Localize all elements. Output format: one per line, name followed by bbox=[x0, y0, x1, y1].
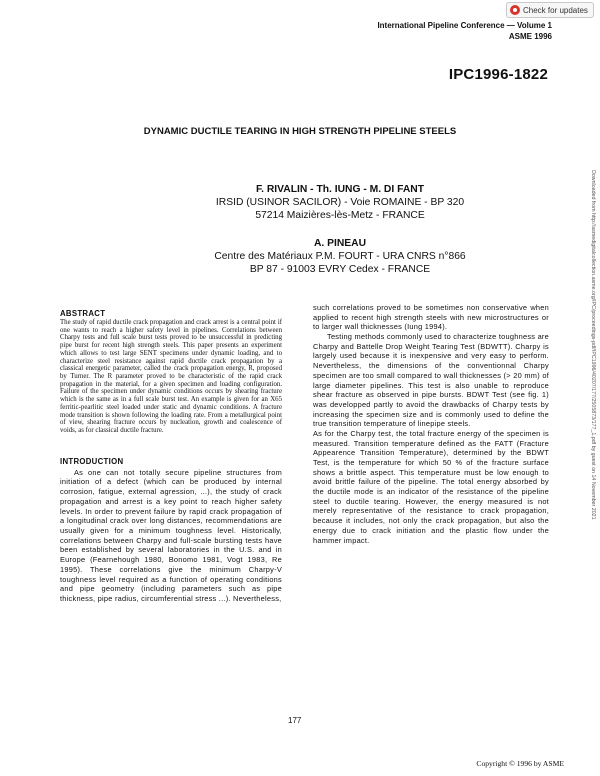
affiliation-1-line-2: 57214 Maizières-lès-Metz - FRANCE bbox=[255, 210, 425, 221]
author-block-1 bbox=[190, 183, 490, 222]
author-names-2: A. PINEAU bbox=[313, 238, 367, 249]
conference-header bbox=[377, 20, 552, 42]
conference-name: International Pipeline Conference — Volume 1 bbox=[377, 21, 552, 30]
right-paragraph-2: Testing methods commonly used to characterize toughness are Charpy and Battelle Drop Weight Tearing Test (BDWTT). Charpy is largely used because it is inexpensive and very easy to perform. Nevertheless, the dimensions of the conventionnal Charpy specimen are too small compared to wall thicknesses (> 20 mm) of large diameter pipelines. This test is also unable to reproduce shear fracture as observed in pipe bursts. BDWT Test (see fig. 1) was developped partly to avoid the drawbacks of Charpy tests by increasing the specimen size and is commonly used to define the true transition temperature of linepipe steels. bbox=[313, 332, 549, 429]
copyright-notice: Copyright © 1996 by ASME bbox=[476, 759, 564, 768]
abstract-text: The study of rapid ductile crack propagation and crack arrest is a central point if one wants to reach a higher safety level in pipelines. Correlations between Charpy tests and full scale burst tests proved to be unsuccessful in predicting pipe burst for recent high strength steels. This paper presents an experiment which allows to test large SENT specimens under dynamic loading, and to characterize steel resistance against rapid ductile crack propagation by a classical energetic parameter, called the crack propagation energy, R, proposed by Turner. The R parameter proved to be characteristic of the rapid crack propagation in the material, for a given specimen and loading configuration. Failure of the specimen under dynamic conditions occurs by shearing fracture which is the same as in a full scale burst test. An example is given for an X65 ferritic-pearlitic steel loaded under static and dynamic conditions. A fracture mode transition is shown following the loading rate. From a metallurgical point of view, shearing fracture occurs by nucleation, growth and coalescence of voids, as for classical ductile fracture. bbox=[60, 319, 282, 435]
check-for-updates-label: Check for updates bbox=[523, 5, 588, 15]
affiliation-1-line-1: IRSID (USINOR SACILOR) - Voie ROMAINE - BP 320 bbox=[215, 197, 465, 208]
download-watermark-text: Downloaded from http://asmedigitalcollection.asme.org/IPC/proceedings-pdf/IPC1996/40207/177/2505873/177_1.pdf by guest on 14 November 2021 bbox=[590, 170, 596, 520]
check-for-updates-badge[interactable] bbox=[506, 2, 594, 18]
download-watermark bbox=[585, 170, 597, 710]
introduction-heading: INTRODUCTION bbox=[60, 456, 124, 466]
left-column bbox=[60, 309, 282, 604]
affiliation-2-line-1: Centre des Matériaux P.M. FOURT - URA CNRS n°866 bbox=[214, 251, 466, 262]
page-number: 177 bbox=[288, 716, 302, 725]
affiliation-2-line-2: BP 87 - 91003 EVRY Cedex - FRANCE bbox=[249, 264, 431, 275]
right-paragraph-3: As for the Charpy test, the total fracture energy of the specimen is measured. Transition temperature defined as the FATT (Fracture Appearence Transition Temperature), determined by the BDWT Test, is the temperature for which 50 % of the fracture surface shows a brittle aspect. This temperature must be low enough to avoid brittle failure of the pipeline. The total energy absorbed by the ductile mode is an indicator of the resistance of the pipeline steel to ductile tearing. However, the energy measured is not merely representative of the resistance to crack propagation, because it includes, not only the crack propagation, but also the energy due to crack initiation and the plastic flow under the hammer impact. bbox=[313, 428, 549, 545]
paper-id: IPC1996-1822 bbox=[448, 66, 548, 83]
right-paragraph-1: such correlations proved to be sometimes non conservative when applied to recent high strength steels with new microstructures or to larger wall thicknesses (Iung 1994). bbox=[313, 303, 549, 332]
abstract-heading: ABSTRACT bbox=[60, 309, 106, 318]
publisher-year: ASME 1996 bbox=[508, 32, 552, 41]
author-block-2 bbox=[190, 237, 490, 276]
right-column bbox=[313, 303, 549, 545]
introduction-text: As one can not totally secure pipeline structures from initiation of a defect (which can be produced by internal corrosion, fatigue, external agression, ...), the study of crack propagation and arrest is a key point to reach higher safety levels. In order to prevent failure by rapid crack propagation of a longitudinal crack over long distances, recommendations are usually given for a minimum toughness level. Historically, correlations between Charpy and full-scale bursting tests have been established by several laboratories in the U.S. and in Europe (Fearnehough 1980, Bonomo 1981, Vogt 1983, Re 1995). These correlations give the minimum Charpy-V toughness level required as a function of operating conditions and pipe geometry (including parameters such as pipe thickness, pipe radius, circumferential stress ...). Nevertheless, bbox=[60, 467, 282, 603]
author-names-1: F. RIVALIN - Th. IUNG - M. DI FANT bbox=[256, 184, 424, 195]
paper-title: DYNAMIC DUCTILE TEARING IN HIGH STRENGTH PIPELINE STEELS bbox=[143, 126, 457, 137]
updates-icon bbox=[510, 5, 520, 15]
